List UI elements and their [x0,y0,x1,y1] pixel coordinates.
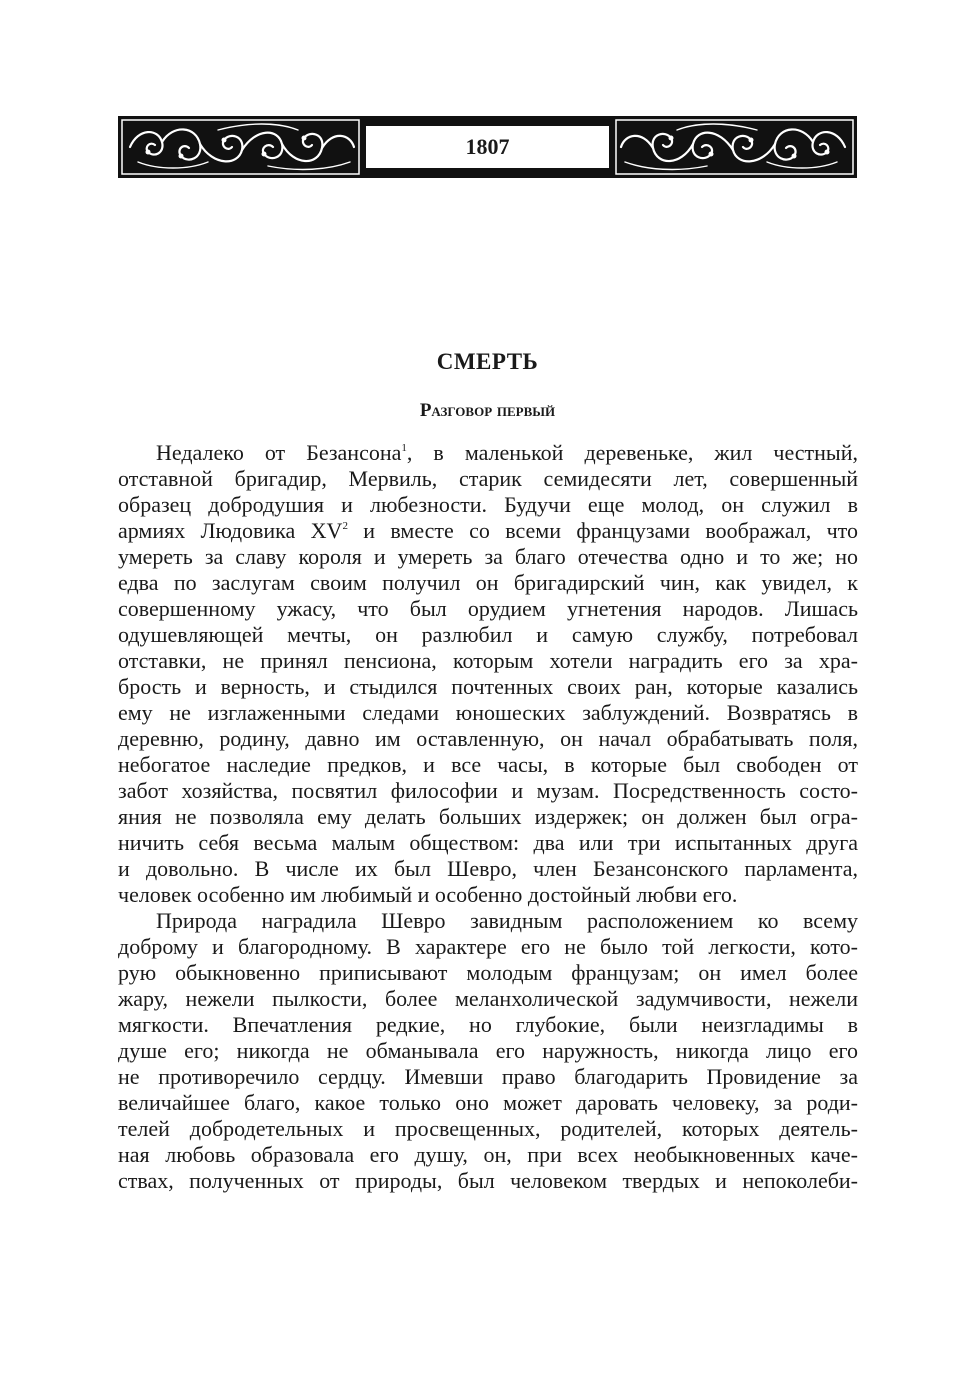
text-line: Недалеко от Безансона$^1$, в маленькой деревеньке, жил честный, [156,440,858,465]
footnote-marker: 2 [342,520,348,532]
text-line: ничить себя весьма малым обществом: два или три испытанных друга [118,830,858,855]
paragraph [118,440,858,908]
text-line: душе его; никогда не обманывала его наружность, никогда лицо его [118,1038,858,1063]
text-line: жару, нежели пылкости, более меланхолической задумчивости, нежели [118,986,858,1011]
text-line: человек особенно им любимый и особенно достойный любви его. [118,882,738,907]
text-line: не противоречило сердцу. Имевши право благодарить Провидение за [118,1064,858,1089]
text-line: и довольно. В числе их был Шевро, член Безансонского парламента, [118,856,858,881]
paragraph [118,908,858,1194]
text-line: брость и верность, и стыдился почтенных своих ран, которые казались [118,674,858,699]
text-line: мягкости. Впечатления редкие, но глубокие, были неизгладимы в [118,1012,858,1037]
text-line: армиях Людовика $XV^2$ и вместе со всеми французами воображал, что [118,518,858,543]
text-line: ная любовь образовала его душу, он, при всех необыкновенных каче- [118,1142,858,1167]
text-line: образец добродушия и любезности. Будучи еще молод, он служил в [118,492,858,517]
body-text [118,440,858,1194]
text-line: доброму и благородному. В характере его не было той легкости, кото- [118,934,858,959]
text-line: забот хозяйства, посвятил философии и музам. Посредственность состо- [118,778,858,803]
text-line: отставной бригадир, Мервиль, старик семидесяти лет, совершенный [118,466,858,491]
ornament-right-icon [612,116,857,178]
text-line: рую обыкновенно приписывают молодым французам; он имел более [118,960,858,985]
chapter-subtitle: Разговор первый [419,400,556,421]
text-line: телей добродетельных и просвещенных, родителей, которых деятель- [118,1116,858,1141]
text-line: ему не изглаженными следами юношеских заблуждений. Возвратясь в [118,700,858,725]
footnote-marker: 1 [401,442,407,454]
text-line: совершенному ужасу, что был орудием угнетения народов. Лишась [118,596,858,621]
text-line: Природа наградила Шевро завидным расположением ко всему [156,908,858,933]
ornament-left-icon [118,116,363,178]
text-line: небогатое наследие предков, и все часы, в которые был свободен от [118,752,858,777]
chapter-header-banner [118,116,857,178]
chapter-year: 1807 [363,123,612,171]
text-line: отставки, не принял пенсиона, которым хотели наградить его за хра- [118,648,858,673]
text-line: деревню, родину, давно им оставленную, он начал обрабатывать поля, [118,726,858,751]
text-line: едва по заслугам своим получил он бригадирский чин, как увидел, к [118,570,858,595]
text-line: яния не позволяла ему делать больших издержек; он должен был огра- [118,804,858,829]
text-line: ствах, полученных от природы, был человеком твердых и непоколеби- [118,1168,858,1193]
text-line: величайшее благо, какое только оно может даровать человеку, за роди- [118,1090,858,1115]
text-line: одушевляющей мечты, он разлюбил и самую службу, потребовал [118,622,858,647]
text-line: умереть за славу короля и умереть за благо отечества одно и то же; но [118,544,858,569]
chapter-title: СМЕРТЬ [436,349,539,374]
